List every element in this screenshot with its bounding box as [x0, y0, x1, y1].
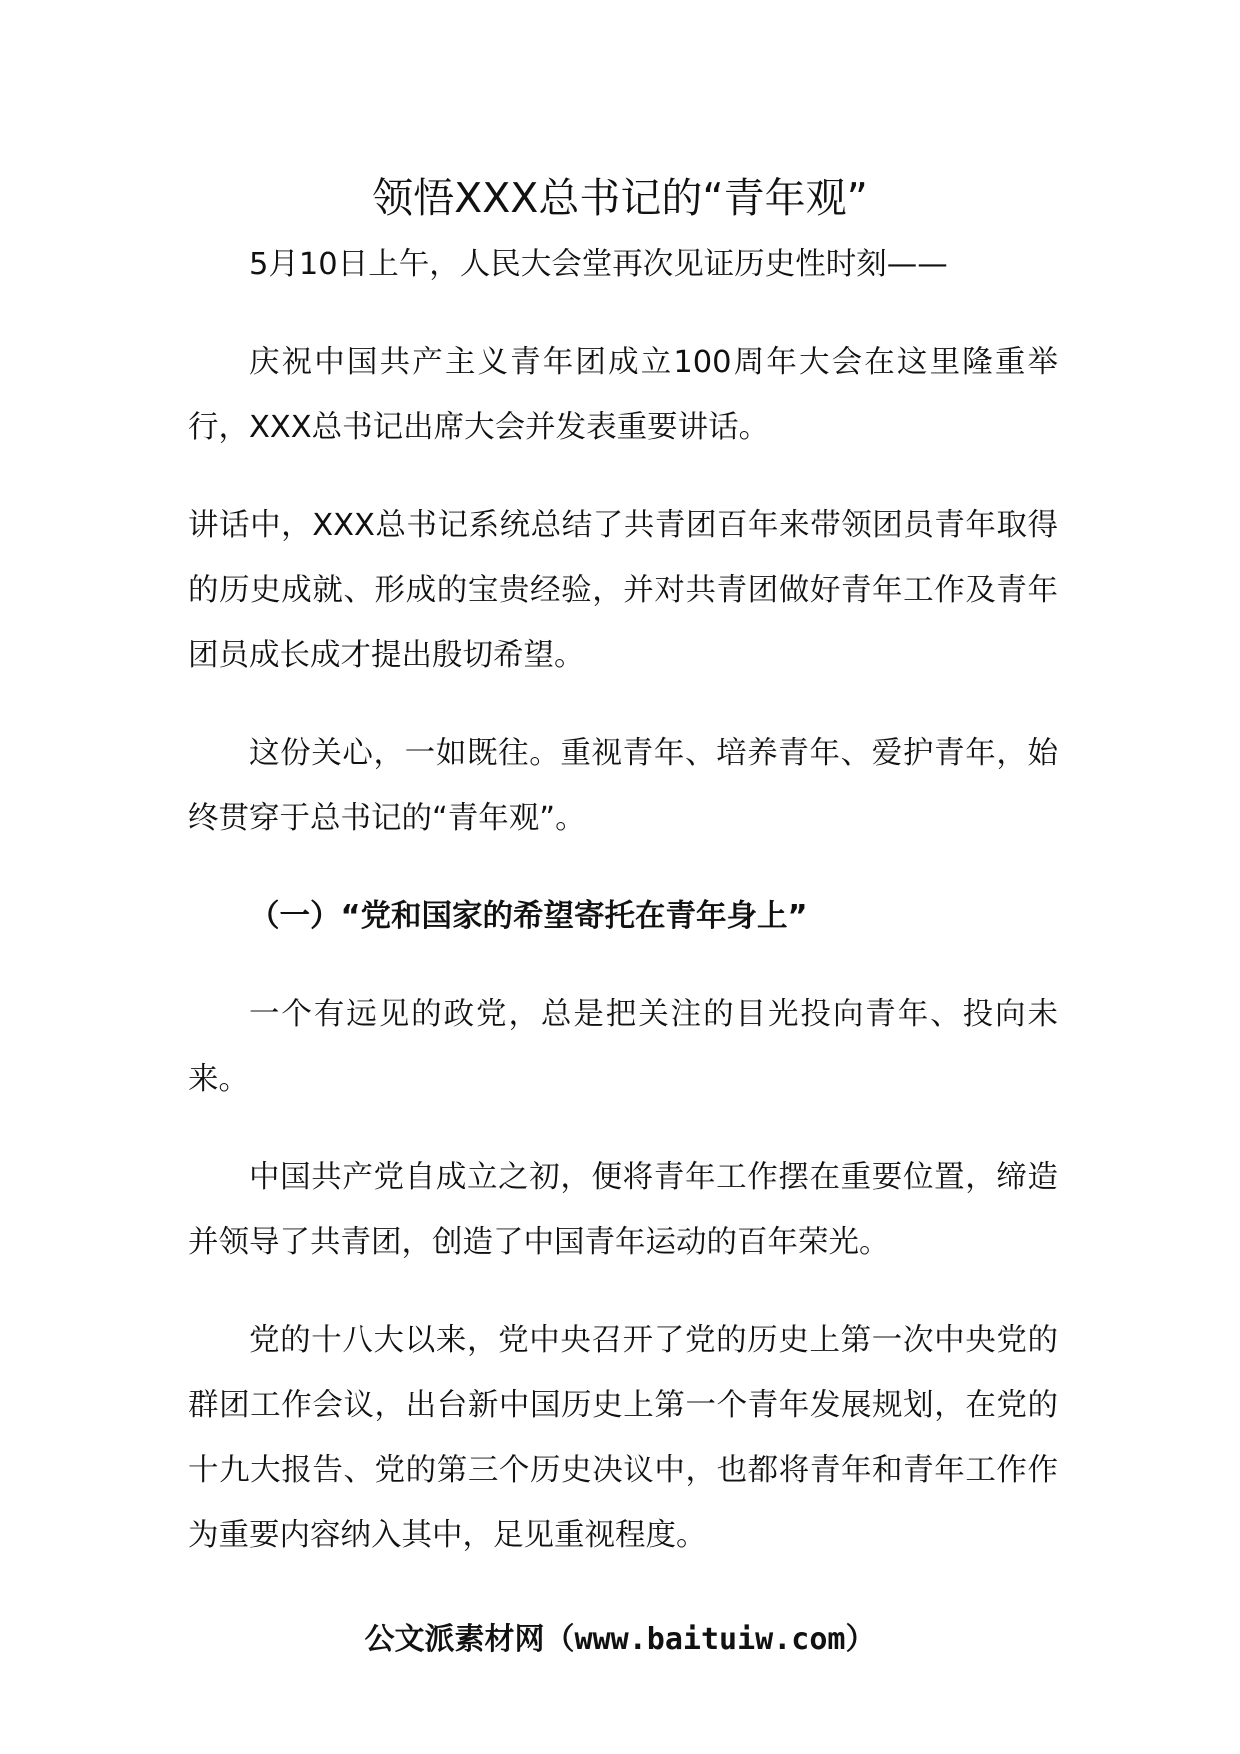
footer-watermark: [0, 1615, 1240, 1665]
document-body: [188, 232, 1058, 1601]
paragraph: 一个有远见的政党，总是把关注的目光投向青年、投向未来。: [188, 997, 1058, 1097]
paragraph: 讲话中，XXX总书记系统总结了共青团百年来带领团员青年取得的历史成就、形成的宝贵经验，并对共青团做好青年工作及青年团员成长成才提出殷切希望。: [188, 508, 1058, 673]
paragraph: 5月10日上午，人民大会堂再次见证历史性时刻——: [249, 247, 948, 282]
paragraph: 庆祝中国共产主义青年团成立100周年大会在这里隆重举行，XXX总书记出席大会并发表重要讲话。: [188, 345, 1058, 445]
paragraph: 党的十八大以来，党中央召开了党的历史上第一次中央党的群团工作会议，出台新中国历史上第一个青年发展规划，在党的十九大报告、党的第三个历史决议中，也都将青年和青年工作作为重要内容纳入其中，足见重视程度。: [188, 1323, 1058, 1553]
paragraph: 中国共产党自成立之初，便将青年工作摆在重要位置，缔造并领导了共青团，创造了中国青年运动的百年荣光。: [188, 1160, 1058, 1260]
footer-url: （www.baituiw.com）: [544, 1622, 876, 1657]
paragraph: 这份关心，一如既往。重视青年、培养青年、爱护青年，始终贯穿于总书记的“青年观”。: [188, 736, 1058, 836]
footer-site-name: 公文派素材网: [364, 1622, 545, 1657]
document-title: 领悟XXX总书记的“青年观”: [372, 174, 868, 222]
section-heading: （一）“党和国家的希望寄托在青年身上”: [249, 899, 808, 934]
